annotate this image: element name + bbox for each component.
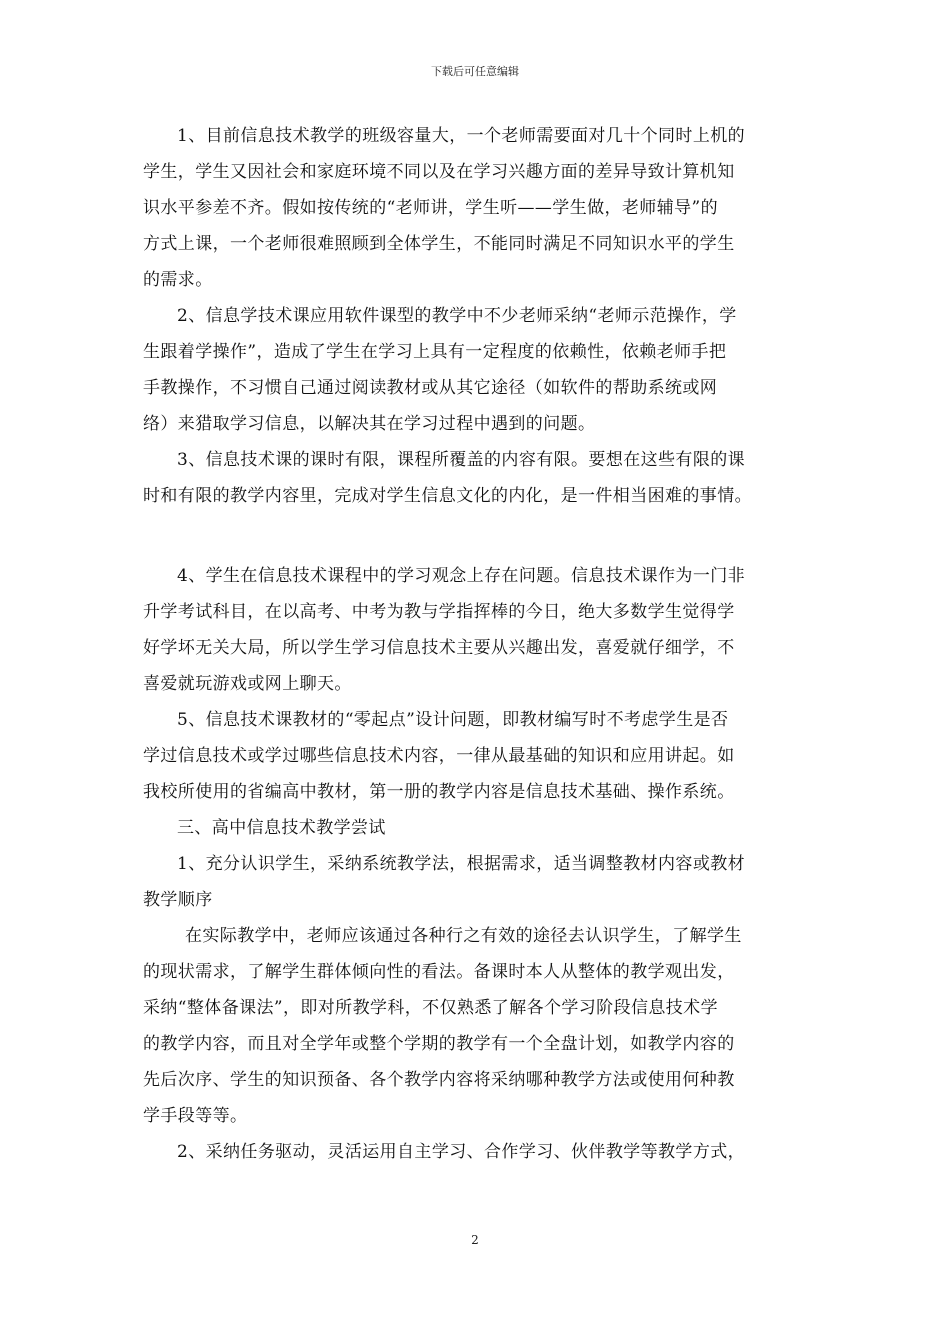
text-line: 学生，学生又因社会和家庭环境不同以及在学习兴趣方面的差异导致计算机知 <box>143 162 735 182</box>
text-line: 在实际教学中，老师应该通过各种行之有效的途径去认识学生，了解学生 <box>185 926 742 946</box>
text-line: 3、信息技术课的课时有限，课程所覆盖的内容有限。要想在这些有限的课 <box>177 450 746 470</box>
text-line: 升学考试科目，在以高考、中考为教与学指挥棒的今日，绝大多数学生觉得学 <box>143 602 735 622</box>
text-line: 1、充分认识学生，采纳系统教学法，根据需求，适当调整教材内容或教材 <box>177 854 746 874</box>
text-line: 时和有限的教学内容里，完成对学生信息文化的内化，是一件相当困难的事情。 <box>143 486 752 506</box>
text-line: 手教操作，不习惯自己通过阅读教材或从其它途径（如软件的帮助系统或网 <box>143 378 718 398</box>
page-header: 下载后可任意编辑 <box>431 65 519 78</box>
text-line: 的现状需求，了解学生群体倾向性的看法。备课时本人从整体的教学观出发， <box>143 962 735 982</box>
section-heading: 三、高中信息技术教学尝试 <box>177 818 386 838</box>
text-line: 我校所使用的省编高中教材，第一册的教学内容是信息技术基础、操作系统。 <box>143 782 735 802</box>
text-line: 5、信息技术课教材的“零起点”设计问题，即教材编写时不考虑学生是否 <box>177 710 729 730</box>
text-line: 1、目前信息技术教学的班级容量大，一个老师需要面对几十个同时上机的 <box>177 126 746 146</box>
text-line: 生跟着学操作”，造成了学生在学习上具有一定程度的依赖性，依赖老师手把 <box>143 342 727 362</box>
text-line: 2、信息学技术课应用软件课型的教学中不少老师采纳“老师示范操作，学 <box>177 306 737 326</box>
text-line: 的需求。 <box>143 270 213 290</box>
paragraph-gap <box>143 514 813 558</box>
text-line: 采纳“整体备课法”，即对所教学科，不仅熟悉了解各个学习阶段信息技术学 <box>143 998 718 1018</box>
text-line: 2、采纳任务驱动，灵活运用自主学习、合作学习、伙伴教学等教学方式， <box>177 1142 746 1162</box>
text-line: 好学坏无关大局，所以学生学习信息技术主要从兴趣出发，喜爱就仔细学，不 <box>143 638 735 658</box>
text-line: 教学顺序 <box>143 890 213 910</box>
page-number: 2 <box>471 1233 479 1247</box>
text-line: 络）来猎取学习信息，以解决其在学习过程中遇到的问题。 <box>143 414 596 434</box>
document-body <box>143 118 813 1170</box>
text-line: 的教学内容，而且对全学年或整个学期的教学有一个全盘计划，如教学内容的 <box>143 1034 735 1054</box>
text-line: 学手段等等。 <box>143 1106 248 1126</box>
text-line: 学过信息技术或学过哪些信息技术内容，一律从最基础的知识和应用讲起。如 <box>143 746 735 766</box>
text-line: 方式上课，一个老师很难照顾到全体学生，不能同时满足不同知识水平的学生 <box>143 234 735 254</box>
text-line: 识水平参差不齐。假如按传统的“老师讲，学生听——学生做，老师辅导”的 <box>143 198 718 218</box>
text-line: 先后次序、学生的知识预备、各个教学内容将采纳哪种教学方法或使用何种教 <box>143 1070 735 1090</box>
text-line: 4、学生在信息技术课程中的学习观念上存在问题。信息技术课作为一门非 <box>177 566 746 586</box>
text-line: 喜爱就玩游戏或网上聊天。 <box>143 674 352 694</box>
